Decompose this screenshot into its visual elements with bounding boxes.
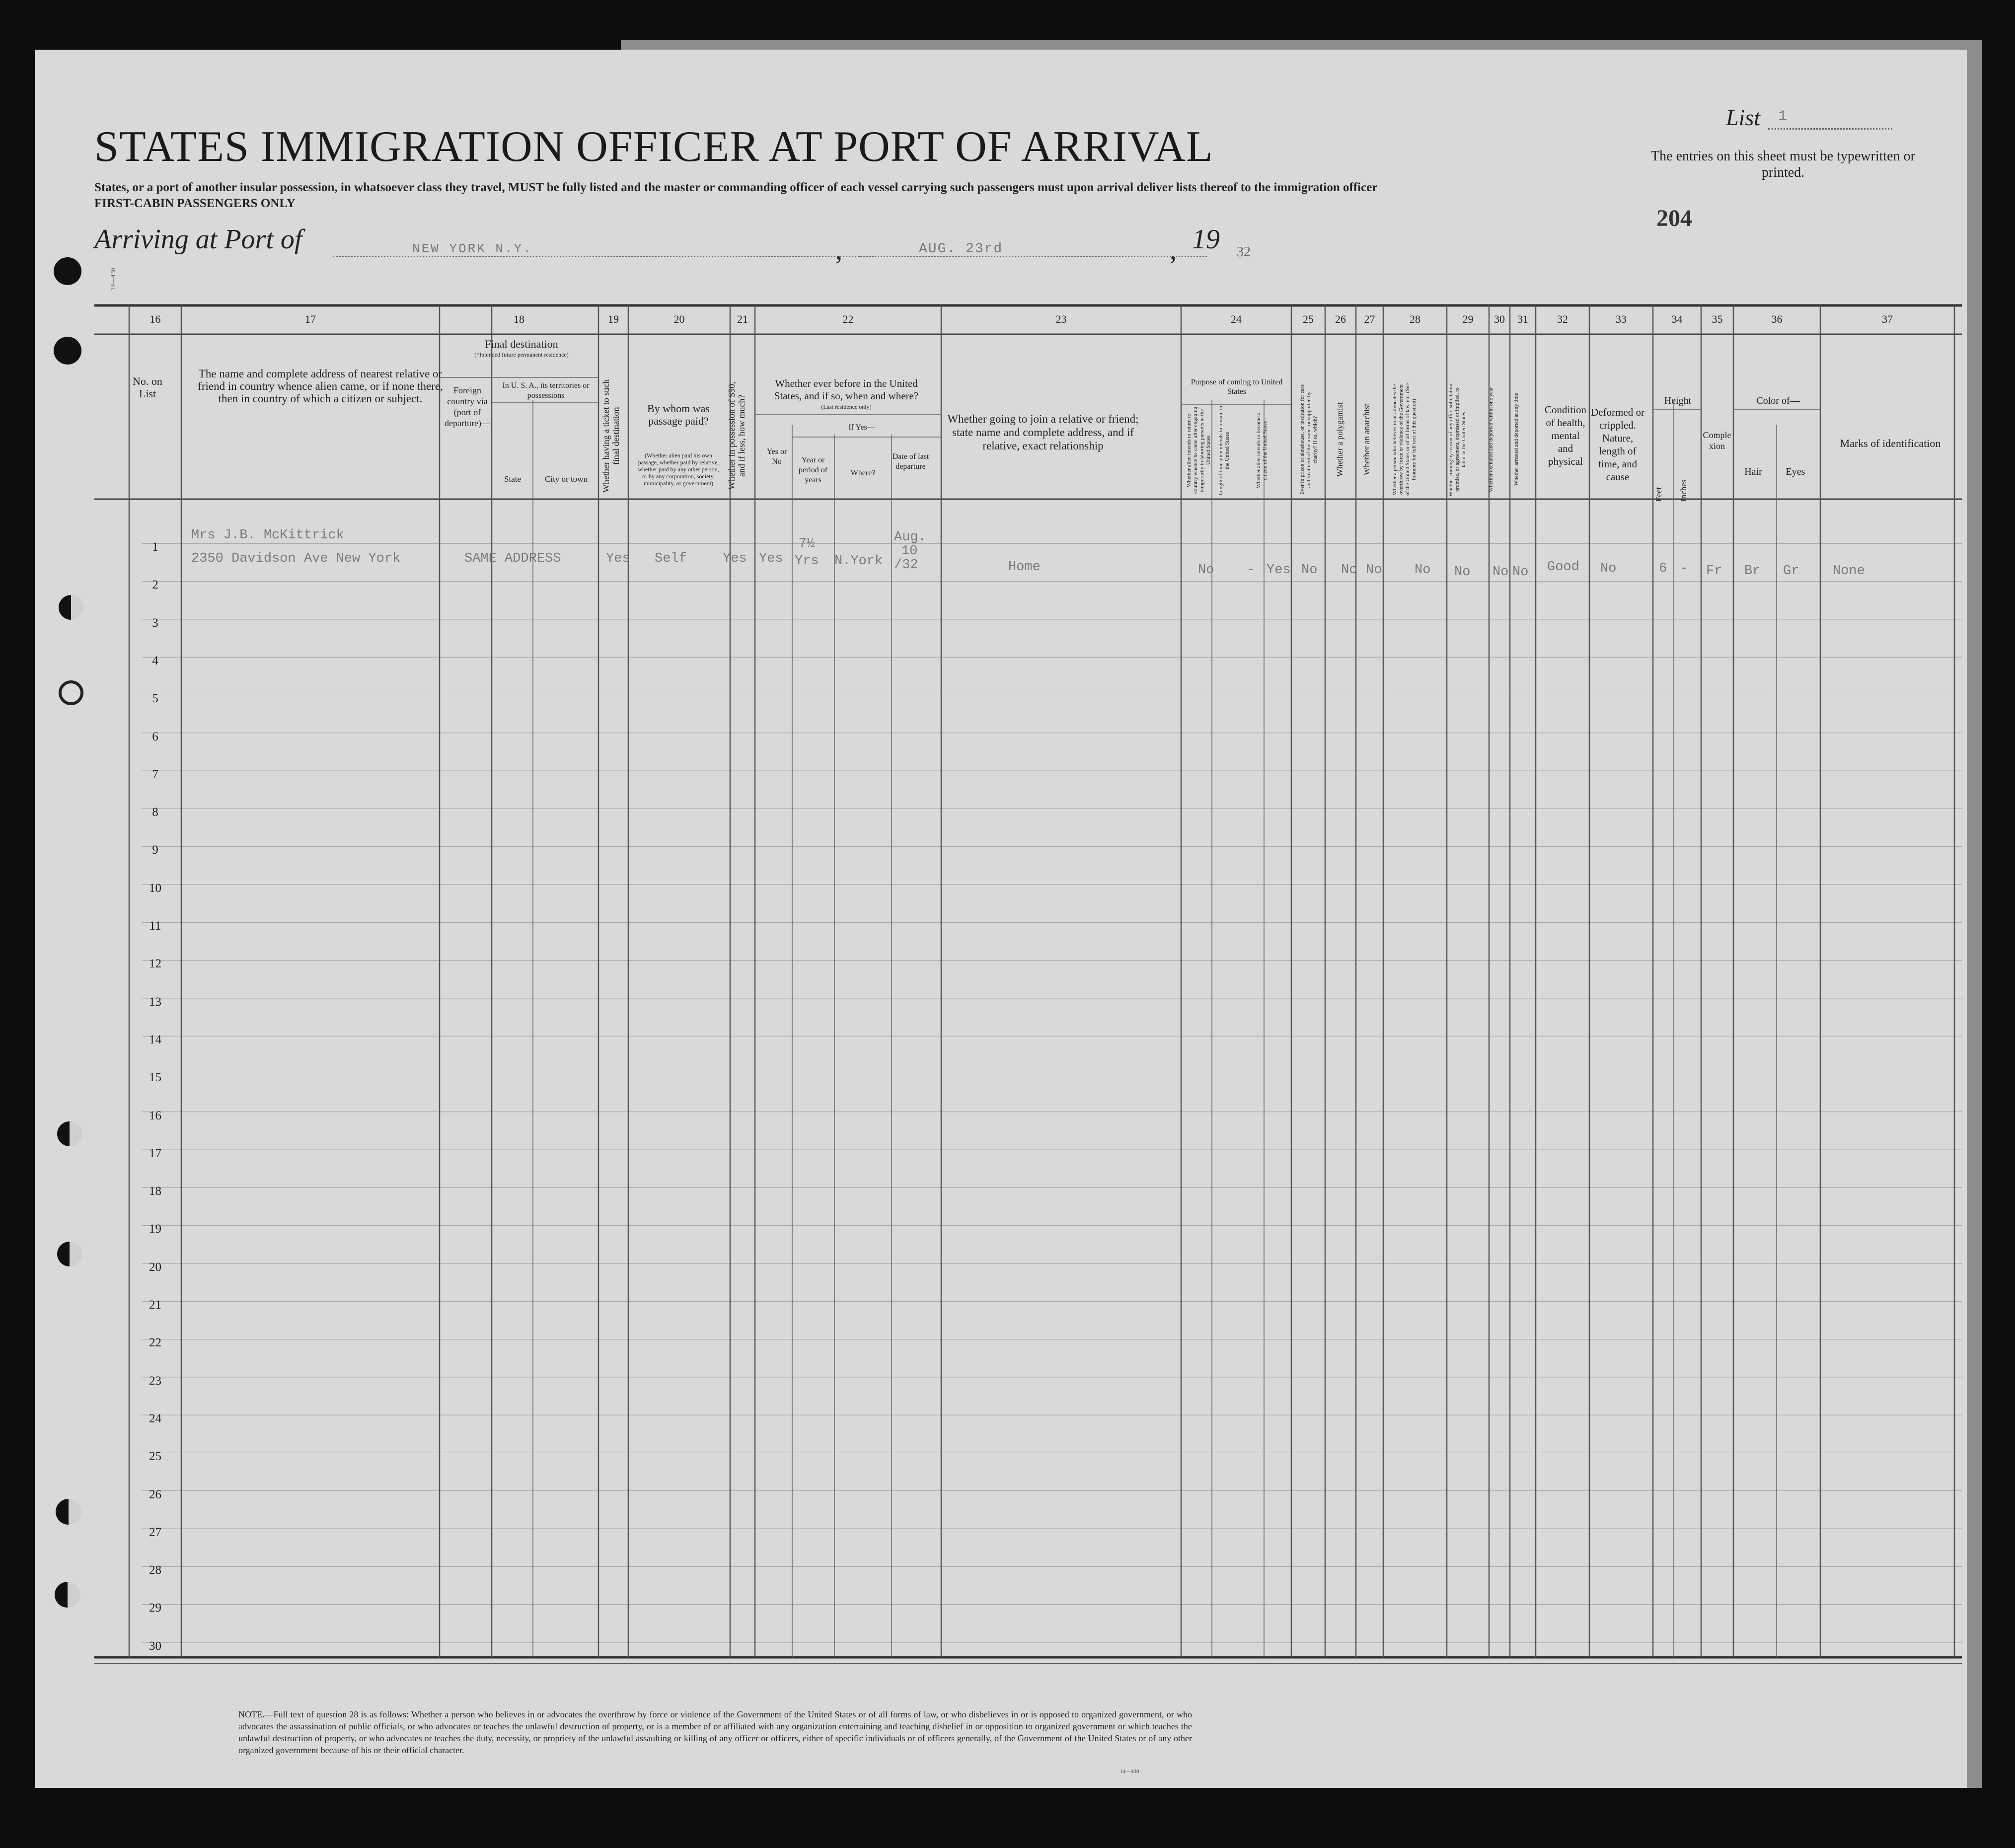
col22-header: Whether ever before in the United States, and if so, when and where?	[774, 377, 919, 402]
row-number: 25	[149, 1450, 161, 1464]
manifest-table	[94, 268, 1967, 1681]
column-number: 26	[1335, 313, 1346, 325]
col24-header: Purpose of coming to United States	[1191, 378, 1283, 396]
entry-excluded: No	[1493, 565, 1509, 580]
row-number: 3	[152, 616, 158, 630]
col34-feet: Feet	[1654, 487, 1663, 502]
intro-line-1: States, or a port of another insular possession, in whatsoever class they travel, MUST be fully listed and the master or commanding officer of each vessel carrying such passengers must upon arrival deliver lists thereof to the immigration officer	[94, 181, 1378, 194]
entry-polygamist: No	[1341, 563, 1357, 578]
entry-prison: No	[1301, 563, 1318, 578]
footnote: NOTE.—Full text of question 28 is as follows: Whether a person who believes in or advocates the overthrow by force or violence of the Government of the United States or of all forms of law, or who disbelieves in or is opposed to organized government, or who advocates the assassination of public officials, or who advocates or teaches the unlawful destruction of property, or is a member of or affiliated with any organization entertaining and teaching disbelief in or opposition to organized government or which teaches the unlawful destruction of property, or who advocates or teaches the duty, necessity, or propriety of the unlawful assaulting or killing of any officer or officers, either of specific individuals or of officers generally, of the Government of the United States or of any other organized government because of his or their official character.	[238, 1709, 1192, 1755]
col22-date: Date of last departure	[892, 452, 929, 471]
entry-become-citizen: Yes	[1267, 563, 1291, 578]
col22-where: Where?	[850, 469, 876, 477]
column-number: 16	[149, 313, 161, 325]
col22-yesno: Yes or No	[766, 447, 787, 466]
entry-years: 7½	[799, 536, 815, 551]
column-number: 23	[1055, 313, 1067, 325]
col18-state: State	[504, 474, 521, 484]
column-number: 33	[1616, 313, 1627, 325]
row-number: 26	[149, 1487, 161, 1501]
row-number: 30	[149, 1639, 161, 1653]
col31-header: Whether arrested and deported at any time	[1513, 393, 1519, 486]
column-number: 18	[514, 313, 524, 325]
entry-joining: Home	[1008, 560, 1041, 575]
col29-header: Whether coming by reason of any offer, solicitation, promise, or agreement, expressed or implied, to labor in the United States	[1448, 382, 1467, 497]
column-number: 37	[1882, 313, 1893, 325]
entry-feet: 6	[1659, 561, 1667, 576]
entry-departure-day: 10	[901, 544, 918, 559]
column-number: 36	[1771, 313, 1783, 325]
col34-inches: Inches	[1679, 479, 1688, 502]
col25-header: Ever in prison or almshouse, or institution for care and treatment of the insane, or supported by charity? If so, which?	[1299, 384, 1318, 495]
col22-ifyes: If Yes—	[848, 423, 875, 432]
entry-final-destination: SAME ADDRESS	[464, 551, 561, 566]
entry-return-intent: No	[1198, 563, 1214, 578]
col20-note: (Whether alien paid his own passage, whether paid by relative, whether paid by any other person, or by any corporation, society, municipality, or government)	[638, 452, 719, 487]
column-number: 35	[1712, 313, 1723, 325]
row-number: 29	[149, 1601, 161, 1615]
row-number: 4	[152, 654, 158, 667]
col19-header: Whether having a ticket to such final destination	[601, 379, 621, 493]
col24-length: Length of time alien intends to remain in the United States	[1218, 406, 1230, 495]
column-number: 31	[1517, 313, 1528, 325]
list-line	[1768, 128, 1892, 130]
entry-inches: -	[1680, 561, 1688, 576]
row-number: 13	[149, 995, 161, 1009]
entry-note: The entries on this sheet must be typewritten or printed.	[1651, 148, 1915, 180]
intro-line-2: FIRST-CABIN PASSENGERS ONLY	[94, 197, 296, 210]
column-number: 34	[1671, 313, 1683, 325]
intro-text	[94, 180, 1634, 212]
column-number: 20	[673, 313, 685, 325]
col18-header: Final destination	[485, 338, 558, 350]
column-number: 30	[1494, 313, 1505, 325]
row-number: 10	[149, 881, 161, 895]
separator: ,	[1170, 235, 1177, 266]
row-number: 16	[149, 1109, 161, 1122]
col23-header: Whether going to join a relative or friend; state name and complete address, and if relative, exact relationship	[947, 413, 1139, 452]
col33-header: Deformed or crippled. Nature, length of time, and cause	[1591, 406, 1644, 483]
row-number: 2	[152, 578, 158, 592]
entry-arrested: No	[1512, 565, 1529, 580]
entry-marks: None	[1833, 564, 1865, 579]
column-number: 24	[1231, 313, 1242, 325]
col27-header: Whether an anarchist	[1362, 403, 1371, 476]
entry-offer-of-labor: No	[1454, 565, 1471, 580]
year-value: 32	[1237, 244, 1251, 260]
row-number: 21	[149, 1298, 161, 1312]
list-number: 1	[1778, 108, 1788, 125]
row-number: 22	[149, 1336, 161, 1350]
row-number: 5	[152, 692, 158, 706]
row-number: 9	[152, 843, 158, 857]
row-number: 6	[152, 730, 158, 743]
row-number: 19	[149, 1222, 161, 1236]
row-number: 18	[149, 1184, 161, 1198]
col32-header: Condition of health, mental and physical	[1544, 404, 1586, 467]
row-number: 7	[152, 767, 158, 781]
entry-complexion: Fr	[1706, 564, 1722, 579]
sheet-number: 204	[1656, 205, 1692, 231]
col20-header: By whom was passage paid?	[647, 402, 710, 427]
column-number: 32	[1557, 313, 1568, 325]
entry-passage-paid: Self	[655, 551, 687, 566]
row-number: 12	[149, 957, 161, 971]
row-number: 11	[149, 919, 161, 933]
entry-where: N.York	[834, 554, 883, 569]
row-number: 17	[149, 1146, 161, 1160]
col34-header: Height	[1664, 395, 1692, 406]
row-number: 24	[149, 1411, 161, 1425]
col18-usa: In U. S. A., its territories or possessions	[502, 381, 590, 400]
entry-departure-year: /32	[894, 558, 918, 573]
col24-return: Whether alien intends to return to country whence he came after engaging temporarily in laboring pursuits in the United States	[1186, 407, 1211, 494]
date-value: AUG. 23rd	[919, 241, 1003, 257]
column-number: 28	[1410, 313, 1420, 325]
entry-years-unit: Yrs	[795, 554, 819, 569]
entry-departure-month: Aug.	[894, 530, 926, 545]
col22-note: (Last residence only)	[821, 403, 872, 410]
row-number: 8	[152, 806, 158, 819]
column-number: 22	[842, 313, 854, 325]
page-title: STATES IMMIGRATION OFFICER AT PORT OF ARRIVAL	[94, 123, 1213, 171]
entry-ticket: Yes	[606, 551, 630, 566]
entry-eyes: Gr	[1783, 564, 1799, 579]
column-number: 29	[1462, 313, 1474, 325]
column-number: 17	[305, 313, 316, 325]
form-code: 14—430	[1120, 1769, 1139, 1774]
col18-note: (*Intended future permanent residence)	[474, 351, 569, 358]
col36-header: Color of—	[1756, 395, 1800, 406]
row-number: 15	[149, 1071, 161, 1085]
column-number: 25	[1303, 313, 1314, 325]
year-prefix: 19	[1192, 224, 1220, 255]
row-number: 23	[149, 1374, 161, 1388]
col21-header: Whether in possession of $50, and if less, how much?	[727, 381, 746, 490]
list-label: List	[1726, 105, 1761, 130]
row-number: 14	[149, 1033, 161, 1046]
col18-foreign: Foreign country via (port of departure)—	[445, 385, 490, 428]
col24-citizen: Whether alien intends to become a citizen of the United States	[1256, 412, 1268, 489]
row-number: 27	[149, 1525, 161, 1539]
entry-advocates-overthrow: No	[1415, 563, 1431, 578]
col35-header: Complexion	[1703, 430, 1731, 451]
col26-header: Whether a polygamist	[1335, 402, 1344, 477]
entry-health: Good	[1547, 560, 1579, 575]
col28-header: Whether a person who believes in or advocates the overthrow by force or violence of the Government of the United States or of all forms of law, etc. (See footnote for full text of this question)	[1392, 383, 1417, 496]
entry-relative-name: Mrs J.B. McKittrick	[191, 528, 344, 543]
entry-possession-50: Yes	[723, 551, 747, 566]
column-number: 27	[1364, 313, 1375, 325]
column-number: 19	[608, 313, 619, 325]
entry-length-of-stay: -	[1247, 563, 1255, 578]
entry-anarchist: No	[1366, 563, 1382, 578]
manifest-sheet	[35, 50, 1967, 1788]
column-number: 21	[737, 313, 748, 325]
form-code-small: 14—430	[109, 268, 117, 291]
entry-hair: Br	[1744, 564, 1761, 579]
entry-relative-address: 2350 Davidson Ave New York	[191, 551, 401, 566]
col36-eyes: Eyes	[1786, 466, 1805, 477]
row-number: 28	[149, 1563, 161, 1577]
col37-header: Marks of identification	[1840, 437, 1941, 449]
row-number: 1	[152, 540, 158, 554]
col36-hair: Hair	[1744, 466, 1762, 477]
col18-city: City or town	[545, 474, 588, 484]
row-number: 20	[149, 1260, 161, 1274]
entry-before-in-us: Yes	[759, 551, 783, 566]
col22-years: Year or period of years	[798, 456, 828, 484]
col17-header: The name and complete address of nearest relative or friend in country whence alien came, or if none there, then in country of which a citizen or subject.	[198, 368, 443, 405]
date-line	[859, 256, 1207, 257]
separator: ,	[835, 235, 842, 266]
entry-deformed: No	[1600, 561, 1617, 576]
port-value: NEW YORK N.Y.	[412, 241, 532, 256]
col16-header: No. on List	[133, 375, 162, 400]
col30-header: Whether excluded and deported within one year	[1488, 387, 1494, 492]
arriving-label: Arriving at Port of	[94, 224, 302, 255]
